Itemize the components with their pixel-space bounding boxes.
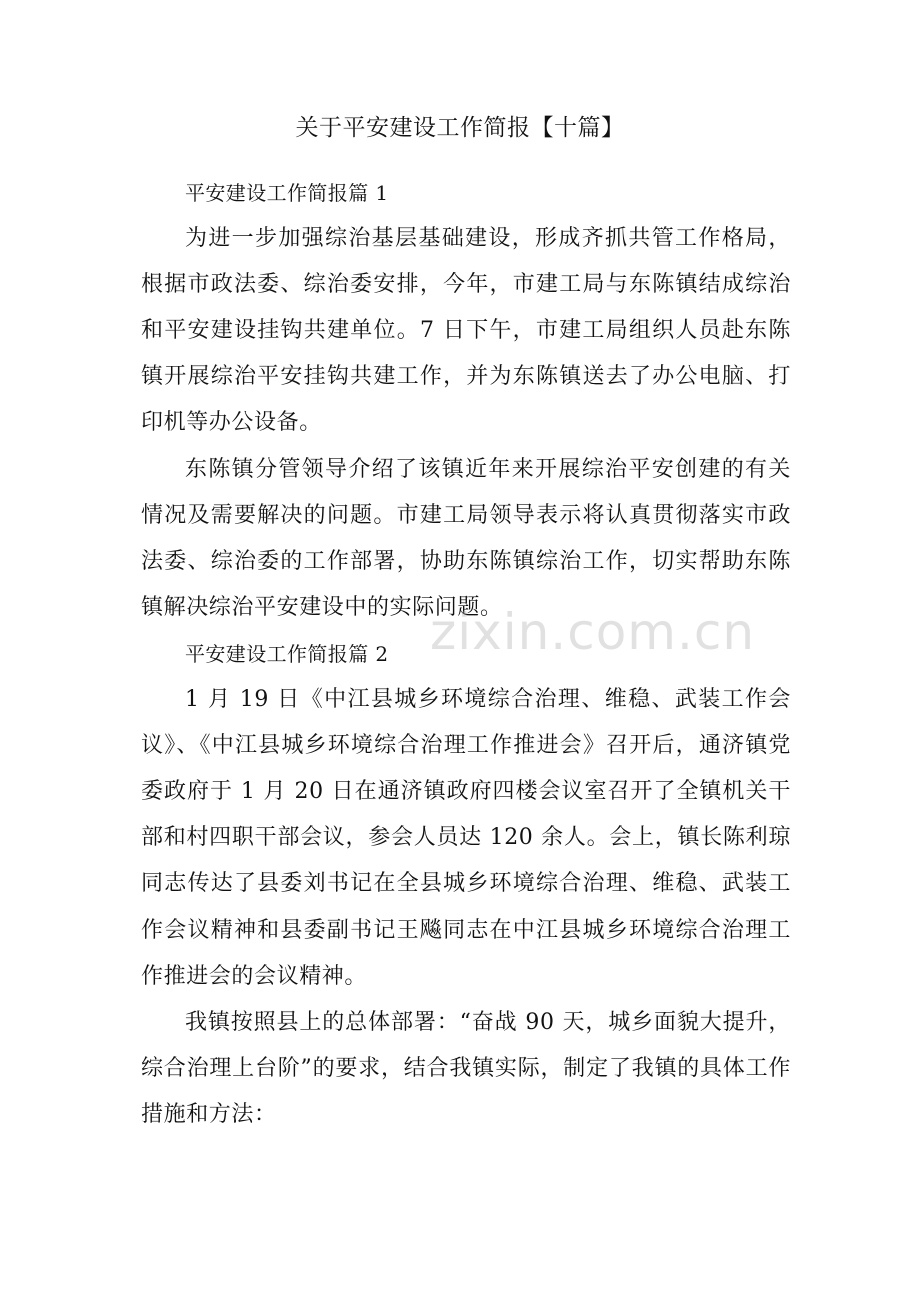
document-body [141,170,791,1138]
watermark: zixin.com.cn [430,603,756,661]
section-heading: 平安建设工作简报篇 2 [185,641,389,666]
document-title: 关于平安建设工作简报【十篇】 [295,115,625,141]
body-paragraph: 为进一步加强综治基层基础建设，形成齐抓共管工作格局，根据市政法委、综治委安排，今年，市建工局与东陈镇结成综治和平安建设挂钩共建单位。7 日下午，市建工局组织人员赴东陈镇开展综治平安挂钩共建工作，并为东陈镇送去了办公电脑、打印机等办公设备。 [141,226,791,436]
body-paragraph: 1 月 19 日《中江县城乡环境综合治理、维稳、武装工作会议》、《中江县城乡环境综合治理工作推进会》召开后，通济镇党委政府于 1 月 20 日在通济镇政府四楼会议室召开了全镇机关干部和村四职干部会议，参会人员达 120 余人。会上，镇长陈利琼同志传达了县委刘书记在全县城乡环境综合治理、维稳、武装工作会议精神和县委副书记王飚同志在中江县城乡环境综合治理工作推进会的会议精神。 [141,687,791,989]
section-heading: 平安建设工作简报篇 1 [185,181,389,205]
body-paragraph: 我镇按照县上的总体部署：“奋战 90 天，城乡面貌大提升，综合治理上台阶”的要求，结合我镇实际，制定了我镇的具体工作措施和方法： [141,1009,791,1127]
body-paragraph: 东陈镇分管领导介绍了该镇近年来开展综治平安创建的有关情况及需要解决的问题。市建工局领导表示将认真贯彻落实市政法委、综治委的工作部署，协助东陈镇综治工作，切实帮助东陈镇解决综治平安建设中的实际问题。 [141,456,791,620]
